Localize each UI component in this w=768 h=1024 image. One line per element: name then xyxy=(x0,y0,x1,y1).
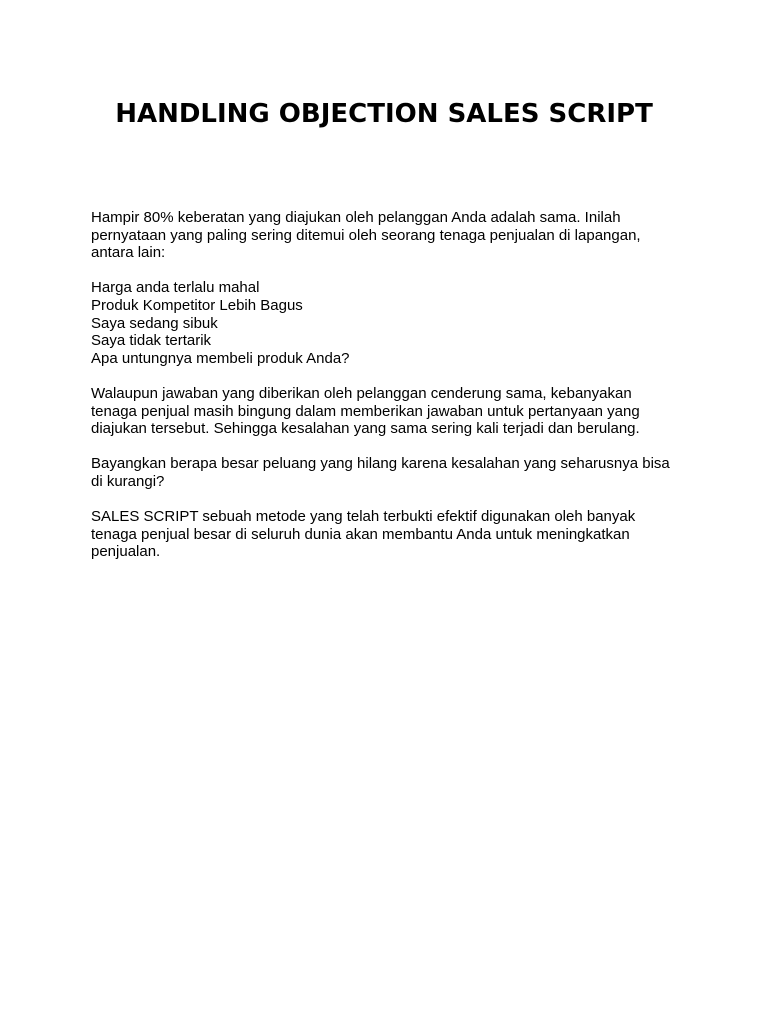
objection-item: Produk Kompetitor Lebih Bagus xyxy=(91,296,303,314)
text-line: Hampir 80% keberatan yang diajukan oleh pelanggan Anda adalah sama. Inilah xyxy=(91,209,621,226)
objection-item: Saya tidak tertarik xyxy=(91,332,212,350)
text-line: penjualan. xyxy=(91,543,161,561)
objection-item: Harga anda terlalu mahal xyxy=(91,279,260,297)
explanation-paragraph xyxy=(91,385,691,438)
text-line: diajukan tersebut. Sehingga kesalahan yang sama sering kali terjadi dan berulang. xyxy=(91,420,640,438)
document-body xyxy=(91,209,691,578)
text-line: Bayangkan berapa besar peluang yang hilang karena kesalahan yang seharusnya bisa xyxy=(91,455,670,473)
document-title: HANDLING OBJECTION SALES SCRIPT xyxy=(115,99,653,129)
text-line: pernyataan yang paling sering ditemui oleh seorang tenaga penjualan di lapangan, xyxy=(91,226,641,244)
text-line: SALES SCRIPT sebuah metode yang telah terbukti efektif digunakan oleh banyak xyxy=(91,508,636,526)
objection-item: Saya sedang sibuk xyxy=(91,314,218,332)
text-line: antara lain: xyxy=(91,244,166,262)
text-line: di kurangi? xyxy=(91,472,165,490)
objection-list xyxy=(91,279,691,367)
text-line: tenaga penjual besar di seluruh dunia akan membantu Anda untuk meningkatkan xyxy=(91,525,630,543)
text-line: tenaga penjual masih bingung dalam memberikan jawaban untuk pertanyaan yang xyxy=(91,402,640,420)
question-paragraph xyxy=(91,455,691,490)
closing-paragraph xyxy=(91,508,691,561)
intro-paragraph xyxy=(91,209,691,262)
objection-item: Apa untungnya membeli produk Anda? xyxy=(91,349,350,367)
text-line: Walaupun jawaban yang diberikan oleh pelanggan cenderung sama, kebanyakan xyxy=(91,384,632,402)
